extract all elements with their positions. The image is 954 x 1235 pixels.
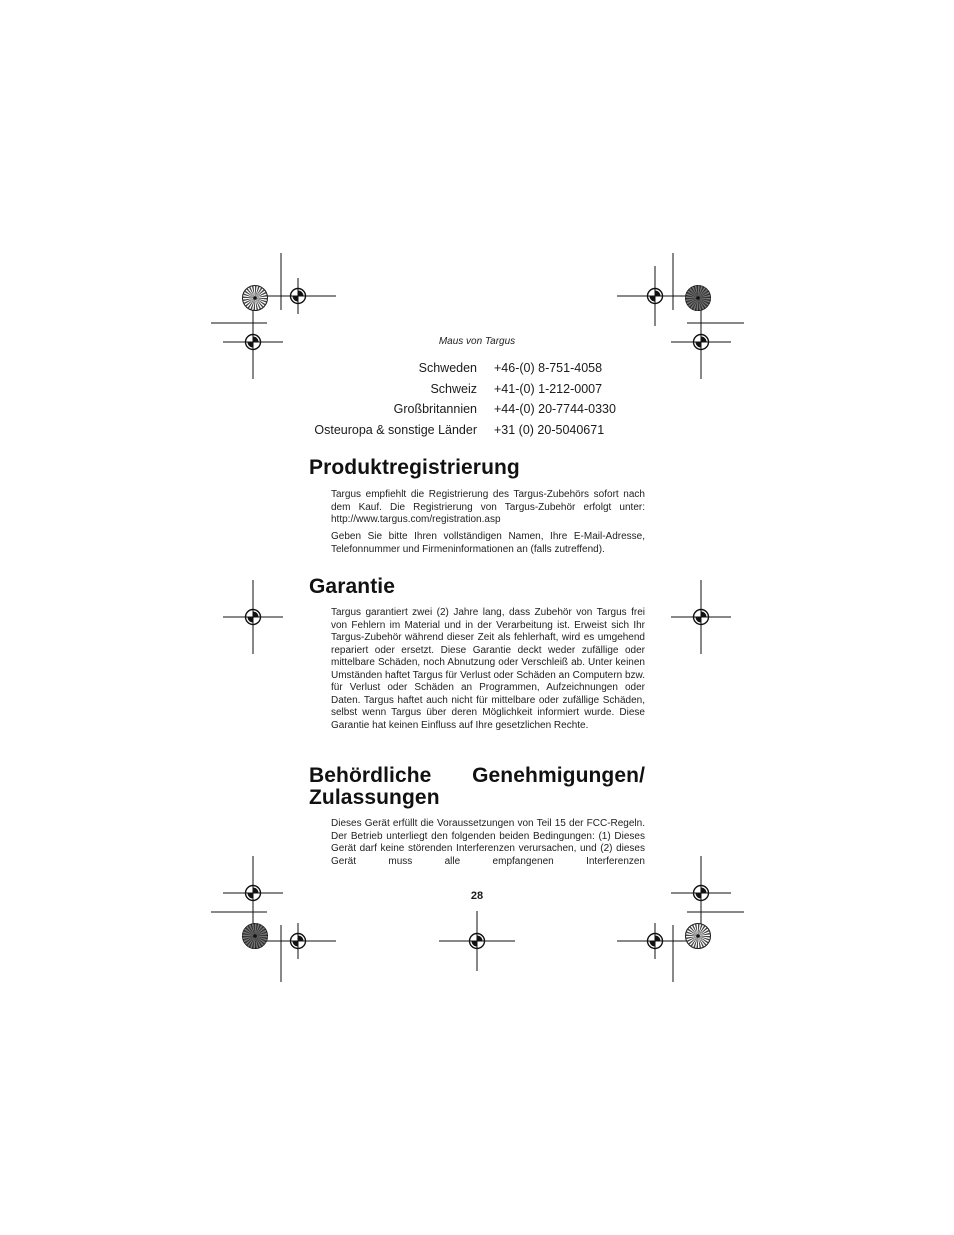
section-title-produktregistrierung: Produktregistrierung [309, 456, 520, 479]
regulatory-paragraph: Dieses Gerät erfüllt die Voraussetzungen von Teil 15 der FCC-Regeln. Der Betrieb unterliegt den folgenden beiden Bedingungen: (1) Dieses Gerät darf keine störenden Interferenzen verursachen, und (2) dieses Gerät muss alle empfangenen Interferenzen [331, 818, 645, 867]
contact-row [300, 399, 660, 420]
star-target [686, 286, 711, 311]
contact-row [300, 358, 660, 379]
contact-phone: +31 (0) 20-5040671 [494, 422, 605, 437]
registration-mark [617, 266, 693, 326]
contact-country: Großbritannien [393, 402, 477, 416]
section-title-line: Behördliche Genehmigungen/ [309, 764, 645, 787]
section-title-behoerdliche [309, 765, 645, 809]
registration-mark [671, 580, 731, 654]
registration-mark [439, 911, 515, 971]
running-header: Maus von Targus [438, 336, 516, 347]
star-target [686, 924, 711, 949]
registration-mark [617, 923, 693, 959]
contact-country: Osteuropa & sonstige Länder [314, 422, 477, 437]
registration-mark [260, 923, 336, 959]
registration-paragraph: Targus empfiehlt die Registrierung des Targus-Zubehörs sofort nach dem Kauf. Die Registrierung von Targus-Zubehör erfolgt unter: http://www.targus.com/registration.asp [331, 489, 645, 525]
contact-row [300, 420, 660, 441]
contact-phone: +41-(0) 1-212-0007 [494, 381, 603, 396]
contact-table [300, 358, 660, 440]
star-target [243, 924, 268, 949]
warranty-paragraph: Targus garantiert zwei (2) Jahre lang, dass Zubehör von Targus frei von Fehlern im Material und in der Verarbeitung ist. Erweist sich Ihr Targus-Zubehör während dieser Zeit als fehlerhaft, wird es umgehend repariert oder ersetzt. Diese Garantie deckt weder zufällige oder mittelbare Schäden, noch Abnutzung oder Verschleiß ab. Unter keinen Umständen haftet Targus für Verlust oder Schäden an Computern bzw. für Verlust oder Schäden an Programmen, Aufzeichnungen oder Daten. Targus haftet auch nicht für mittelbare oder zufällige Schäden, selbst wenn Targus über deren Möglichkeit informiert wurde. Diese Garantie hat keinen Einfluss auf Ihre gesetzlichen Rechte. [331, 607, 645, 731]
page-number: 28 [470, 890, 484, 902]
contact-phone: +44-(0) 20-7744-0330 [494, 402, 616, 416]
star-target [243, 286, 268, 311]
section-title-garantie: Garantie [309, 575, 395, 598]
contact-phone: +46-(0) 8-751-4058 [494, 361, 603, 375]
contact-country: Schweden [418, 361, 477, 375]
contact-country: Schweiz [430, 381, 477, 396]
registration-mark [260, 278, 336, 314]
section-title-line: Zulassungen [309, 786, 440, 809]
contact-row [300, 379, 660, 400]
registration-info-paragraph: Geben Sie bitte Ihren vollständigen Namen, Ihre E-Mail-Adresse, Telefonnummer und Firmeninformationen an (falls zutreffend). [331, 531, 645, 555]
registration-mark [223, 580, 283, 654]
